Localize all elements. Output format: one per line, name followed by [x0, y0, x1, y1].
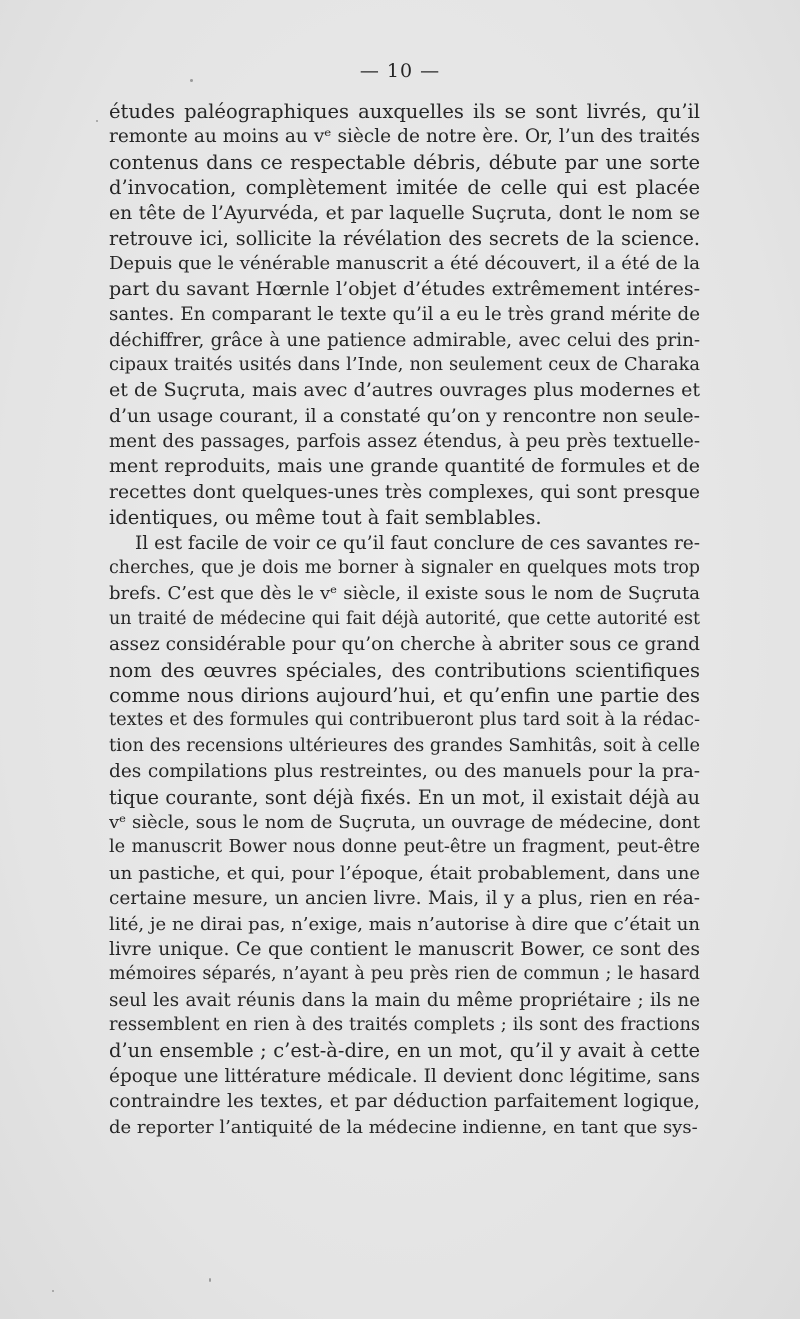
- text-line: un pastiche, et qui, pour l’époque, était probablement, dans une: [109, 862, 700, 884]
- text-line: ment reproduits, mais une grande quantité de formules et de: [109, 455, 700, 478]
- text-line: le manuscrit Bower nous donne peut-être un fragment, peut-être: [109, 837, 700, 858]
- text-line: Il est facile de voir ce qu’il faut conclure de ces savantes re-: [135, 532, 700, 554]
- text-line: certaine mesure, un ancien livre. Mais, il y a plus, rien en réa-: [109, 888, 700, 910]
- text-line: tion des recensions ultérieures des grandes Samhitâs, soit à celle: [109, 735, 700, 756]
- text-line: vᵉ siècle, sous le nom de Suçruta, un ouvrage de médecine, dont: [109, 811, 700, 833]
- paper-speck: [190, 79, 193, 82]
- text-line: identiques, ou même tout à fait semblables.: [109, 506, 542, 530]
- text-line: d’un ensemble ; c’est-à-dire, en un mot, qu’il y avait à cette: [109, 1039, 700, 1063]
- page-number: — 10 —: [359, 60, 441, 82]
- text-line: Depuis que le vénérable manuscrit a été découvert, il a été de la: [109, 253, 700, 275]
- text-line: contenus dans ce respectable débris, débute par une sorte: [109, 150, 700, 174]
- text-line: assez considérable pour qu’on cherche à abriter sous ce grand: [109, 634, 700, 656]
- text-line: ressemblent en rien à des traités complets ; ils sont des fractions: [109, 1015, 700, 1036]
- text-line: un traité de médecine qui fait déjà autorité, que cette autorité est: [109, 608, 700, 629]
- text-line: livre unique. Ce que contient le manuscrit Bower, ce sont des: [109, 938, 700, 960]
- text-line: des compilations plus restreintes, ou des manuels pour la pra-: [109, 761, 700, 783]
- paper-speck: [209, 1278, 211, 1282]
- paragraph-1: [109, 99, 700, 531]
- text-line: et de Suçruta, mais avec d’autres ouvrages plus modernes et: [109, 379, 700, 402]
- text-line: textes et des formules qui contribueront plus tard soit à la rédac-: [109, 710, 700, 731]
- paragraph-2: [109, 531, 700, 1140]
- text-line: contraindre les textes, et par déduction parfaitement logique,: [109, 1091, 700, 1113]
- paper-speck: [52, 1290, 54, 1292]
- text-line: comme nous dirions aujourd’hui, et qu’enfin une partie des: [109, 683, 700, 707]
- text-line: remonte au moins au vᵉ siècle de notre ère. Or, l’un des traités: [109, 126, 700, 148]
- text-line: ment des passages, parfois assez étendus, à peu près textuelle-: [109, 431, 700, 453]
- text-line: retrouve ici, sollicite la révélation des secrets de la science.: [109, 226, 700, 250]
- text-line: époque une littérature médicale. Il devient donc légitime, sans: [109, 1065, 700, 1087]
- text-line: cipaux traités usités dans l’Inde, non seulement ceux de Charaka: [109, 354, 700, 375]
- body-text: [109, 99, 700, 1140]
- text-line: d’un usage courant, il a constaté qu’on y rencontre non seule-: [109, 405, 700, 427]
- text-line: santes. En comparant le texte qu’il a eu le très grand mérite de: [109, 304, 700, 326]
- text-line: déchiffrer, grâce à une patience admirable, avec celui des prin-: [109, 329, 700, 351]
- text-line: part du savant Hœrnle l’objet d’études extrêmement intéres-: [109, 277, 700, 300]
- text-line: seul les avait réunis dans la main du même propriétaire ; ils ne: [109, 989, 700, 1011]
- paper-speck: [96, 120, 98, 122]
- text-line: études paléographiques auxquelles ils se sont livrés, qu’il: [109, 100, 700, 123]
- text-line: d’invocation, complètement imitée de celle qui est placée: [109, 176, 700, 200]
- text-line: cherches, que je dois me borner à signaler en quelques mots trop: [109, 558, 700, 579]
- text-line: en tête de l’Ayurvéda, et par laquelle Suçruta, dont le nom se: [109, 202, 700, 224]
- text-line: brefs. C’est que dès le vᵉ siècle, il existe sous le nom de Suçruta: [109, 583, 700, 605]
- text-line: tique courante, sont déjà fixés. En un mot, il existait déjà au: [109, 785, 700, 809]
- text-line: nom des œuvres spéciales, des contributions scientifiques: [109, 658, 700, 682]
- text-line: mémoires séparés, n’ayant à peu près rien de commun ; le hasard: [109, 964, 700, 985]
- text-line: de reporter l’antiquité de la médecine indienne, en tant que sys-: [109, 1116, 698, 1138]
- text-line: lité, je ne dirai pas, n’exige, mais n’autorise à dire que c’était un: [109, 913, 700, 935]
- text-line: recettes dont quelques-unes très complexes, qui sont presque: [109, 481, 700, 503]
